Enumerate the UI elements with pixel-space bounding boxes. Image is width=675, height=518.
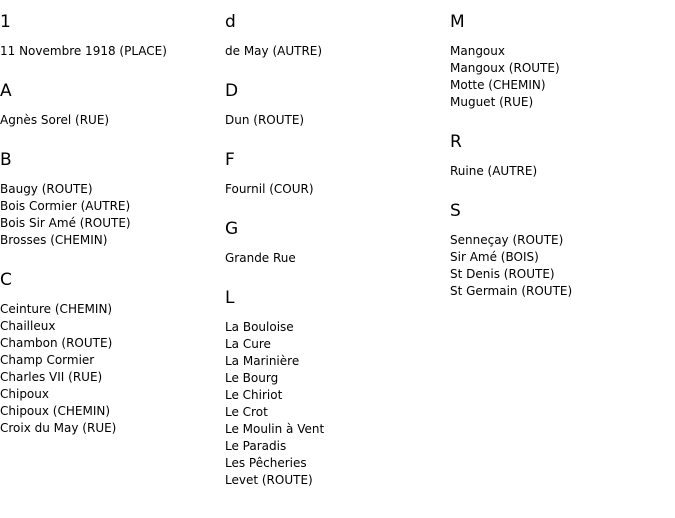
street-item[interactable]: de May (AUTRE) (225, 44, 323, 58)
street-list (0, 43, 225, 60)
street-item[interactable]: Dun (ROUTE) (225, 113, 305, 127)
letter-heading: B (0, 150, 12, 170)
street-list (0, 112, 225, 129)
street-item[interactable]: Motte (CHEMIN) (450, 78, 546, 92)
street-item[interactable]: Mangoux (ROUTE) (450, 61, 560, 75)
street-item[interactable]: Charles VII (RUE) (0, 370, 103, 384)
street-list (0, 301, 225, 437)
street-item[interactable]: Senneçay (ROUTE) (450, 233, 564, 247)
letter-heading: M (450, 12, 465, 32)
street-item[interactable]: Le Bourg (225, 371, 279, 385)
street-item[interactable]: Chambon (ROUTE) (0, 336, 113, 350)
letter-heading: D (225, 81, 239, 101)
street-item[interactable]: Bois Sir Amé (ROUTE) (0, 216, 131, 230)
street-list (225, 319, 450, 489)
street-item[interactable]: Fournil (COUR) (225, 182, 314, 196)
letter-group-b (0, 150, 225, 249)
letter-group-g (225, 219, 450, 267)
letter-heading: R (450, 132, 462, 152)
letter-group-r (450, 132, 675, 180)
street-item[interactable]: Chailleux (0, 319, 56, 333)
letter-heading: G (225, 219, 239, 239)
letter-group-m (450, 12, 675, 111)
letter-heading: d (225, 12, 236, 32)
letter-group-l (225, 288, 450, 489)
street-item[interactable]: Le Crot (225, 405, 268, 419)
street-item[interactable]: Chipoux (CHEMIN) (0, 404, 111, 418)
street-list (450, 232, 675, 300)
letter-heading: C (0, 270, 12, 290)
street-item[interactable]: Mangoux (450, 44, 505, 58)
street-item[interactable]: Baugy (ROUTE) (0, 182, 93, 196)
street-item[interactable]: Muguet (RUE) (450, 95, 534, 109)
street-item[interactable]: St Germain (ROUTE) (450, 284, 573, 298)
letter-heading: F (225, 150, 235, 170)
letter-heading: A (0, 81, 12, 101)
street-item[interactable]: La Bouloise (225, 320, 294, 334)
letter-group-d (225, 81, 450, 129)
street-item[interactable]: Les Pêcheries (225, 456, 307, 470)
street-list (0, 181, 225, 249)
street-item[interactable]: La Cure (225, 337, 271, 351)
index-column-3 (450, 0, 675, 321)
street-item[interactable]: Ceinture (CHEMIN) (0, 302, 113, 316)
street-item[interactable]: Champ Cormier (0, 353, 95, 367)
index-column-2 (225, 0, 450, 510)
street-item[interactable]: St Denis (ROUTE) (450, 267, 555, 281)
street-list (225, 112, 450, 129)
letter-heading: 1 (0, 12, 11, 32)
street-item[interactable]: Croix du May (RUE) (0, 421, 117, 435)
street-item[interactable]: 11 Novembre 1918 (PLACE) (0, 44, 167, 58)
letter-heading: S (450, 201, 461, 221)
letter-group-s (450, 201, 675, 300)
street-list (450, 43, 675, 111)
index-column-1 (0, 0, 225, 458)
street-item[interactable]: Grande Rue (225, 251, 296, 265)
letter-group-1 (0, 12, 225, 60)
letter-group-f (225, 150, 450, 198)
street-item[interactable]: Ruine (AUTRE) (450, 164, 538, 178)
street-item[interactable]: Le Chiriot (225, 388, 283, 402)
street-list (225, 181, 450, 198)
street-item[interactable]: Le Moulin à Vent (225, 422, 325, 436)
street-item[interactable]: Bois Cormier (AUTRE) (0, 199, 131, 213)
letter-group-d-lower (225, 12, 450, 60)
street-item[interactable]: La Marinière (225, 354, 300, 368)
letter-group-c (0, 270, 225, 437)
street-item[interactable]: Brosses (CHEMIN) (0, 233, 108, 247)
street-item[interactable]: Le Paradis (225, 439, 287, 453)
street-list (450, 163, 675, 180)
street-list (225, 250, 450, 267)
street-item[interactable]: Agnès Sorel (RUE) (0, 113, 110, 127)
letter-group-a (0, 81, 225, 129)
street-list (225, 43, 450, 60)
street-item[interactable]: Levet (ROUTE) (225, 473, 313, 487)
letter-heading: L (225, 288, 235, 308)
street-item[interactable]: Sir Amé (BOIS) (450, 250, 539, 264)
street-item[interactable]: Chipoux (0, 387, 49, 401)
